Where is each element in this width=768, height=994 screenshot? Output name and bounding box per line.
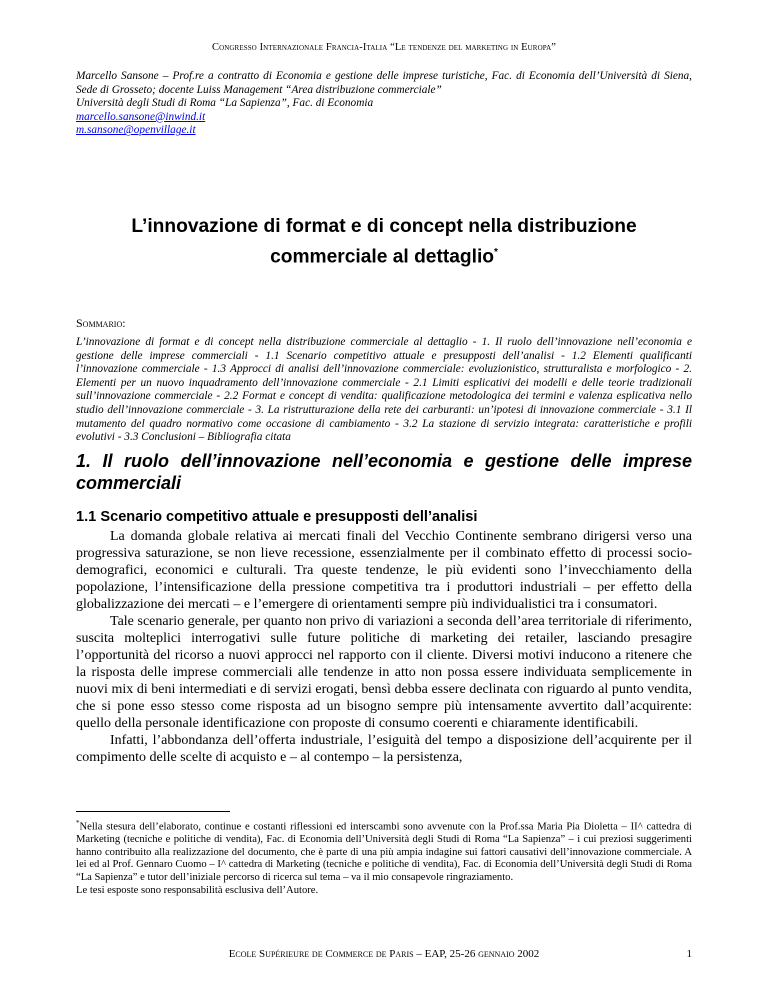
author-affiliation: Marcello Sansone – Prof.re a contratto di Economia e gestione delle imprese turistiche, Fac. di Economia dell’Università di Siena, Sede di Grosseto; docente Luiss Management “Area distribuzione commerciale” [76,70,692,96]
footnote [76,817,692,897]
paper-title [76,214,692,270]
body-paragraph-3: Infatti, l’abbondanza dell’offerta industriale, l’esiguità del tempo a disposizione dell’acquirente per il compimento delle scelte di acquisto e – al contempo – la persistenza, [76,733,692,765]
subsection-heading: 1.1 Scenario competitivo attuale e presupposti dell’analisi [76,509,478,525]
body-text [76,528,692,766]
author-email-link-1[interactable]: marcello.sansone@inwind.it [76,110,206,123]
summary-label: Sommario: [76,316,126,330]
footnote-marker: * [76,819,80,827]
running-footer: Ecole Supérieure de Commerce de Paris – EAP, 25-26 gennaio 2002 [228,948,540,960]
summary-text: L’innovazione di format e di concept nella distribuzione commerciale al dettaglio - 1. Il ruolo dell’innovazione nell’economia e gestione delle imprese commerciali - 1.1 Scenario competitivo attuale e presupposti dell’analisi - 1.2 Elementi qualificanti l’innovazione commerciale - 1.3 Approcci di analisi dell’innovazione commerciale: evoluzionistico, strutturalista e morfologico - 2. Elementi per un nuovo inquadramento dell’innovazione commerciale - 2.1 Limiti esplicativi dei modelli e delle teorie tradizionali sull’innovazione commerciale - 2.2 Format e concept di vendita: qualificazione metodologica dei termini e valenza esplicativa nello studio dell’innovazione commerciale - 3. La ristrutturazione della rete dei carburanti: un’ipotesi di innovazione commerciale - 3.1 Il mutamento del quadro normativo come occasione di cambiamento - 3.2 La stazione di servizio integrata: caratteristiche e profili evolutivi - 3.3 Conclusioni – Bibliografia citata [76,336,692,444]
page-number: 1 [686,948,692,960]
body-paragraph-1: La domanda globale relativa ai mercati finali del Vecchio Continente sembrano dirigersi verso una progressiva saturazione, se non lieve recessione, essenzialmente per il combinato effetto di processi socio-demografici, economici e culturali. Tra queste tendenze, le più evidenti sono l’invecchiamento della popolazione, l’intensificazione della pressione competitiva tra i produttori industriali – per effetto della globalizzazione dei mercati – e l’emergere di orientamenti sempre più individualistici tra i consumatori. [76,529,692,612]
paper-title-line-1: L’innovazione di format e di concept nella distribuzione [131,216,637,237]
footnote-separator [76,811,230,812]
running-header: Congresso Internazionale Francia-Italia “Le tendenze del marketing in Europa” [211,42,556,53]
paper-title-line-2: commerciale al dettaglio* [270,246,498,268]
body-paragraph-2: Tale scenario generale, per quanto non privo di variazioni a seconda dell’area territoriale di riferimento, suscita molteplici interrogativi sulle future politiche di marketing dei retailer, lasciando presagire l’opportunità del ricorso a nuovi approcci nel rapporto con il cliente. Diversi motivi inducono a ritenere che la risposta delle imprese commerciali alle tendenze in atto non possa essere individuata semplicemente in nuovi mix di beni intermediati e di servizi erogati, bensì debba essere declinata con riguardo al punto vendita, che si pone esso stesso come risposta ad un bisogno sempre più intensamente avvertito dall’acquirente: quello della personale identificazione con proposte di consumo coerenti e chiaramente identificabili. [76,614,692,731]
footnote-acknowledgement: *Nella stesura dell’elaborato, continue e costanti riflessioni ed interscambi sono avvenute con la Prof.ssa Maria Pia Dioletta – II^ cattedra di Marketing (tecniche e politiche di vendita), Fac. di Economia dell’Università degli Studi di Roma “La Sapienza” – i cui preziosi suggerimenti hanno contribuito alla realizzazione del documento, che è parte di una più ampia indagine sui fattori causativi dell’innovazione commerciale. A lei ed al Prof. Gennaro Cuomo – I^ cattedra di Marketing (tecniche e politiche di vendita), Fac. di Economia dell’Università degli Studi di Roma “La Sapienza” e tutor dell’iniziale percorso di ricerca sul tema – va il mio consapevole ringraziamento. [76,819,692,883]
author-block [76,70,692,138]
section-heading: 1. Il ruolo dell’innovazione nell’economia e gestione delle imprese commerciali [76,451,692,493]
author-email-link-2[interactable]: m.sansone@openvillage.it [76,124,196,137]
footnote-disclaimer: Le tesi esposte sono responsabilità esclusiva dell’Autore. [76,884,319,896]
title-footnote-marker: * [494,247,498,258]
author-university: Università degli Studi di Roma “La Sapienza”, Fac. di Economia [76,97,374,110]
